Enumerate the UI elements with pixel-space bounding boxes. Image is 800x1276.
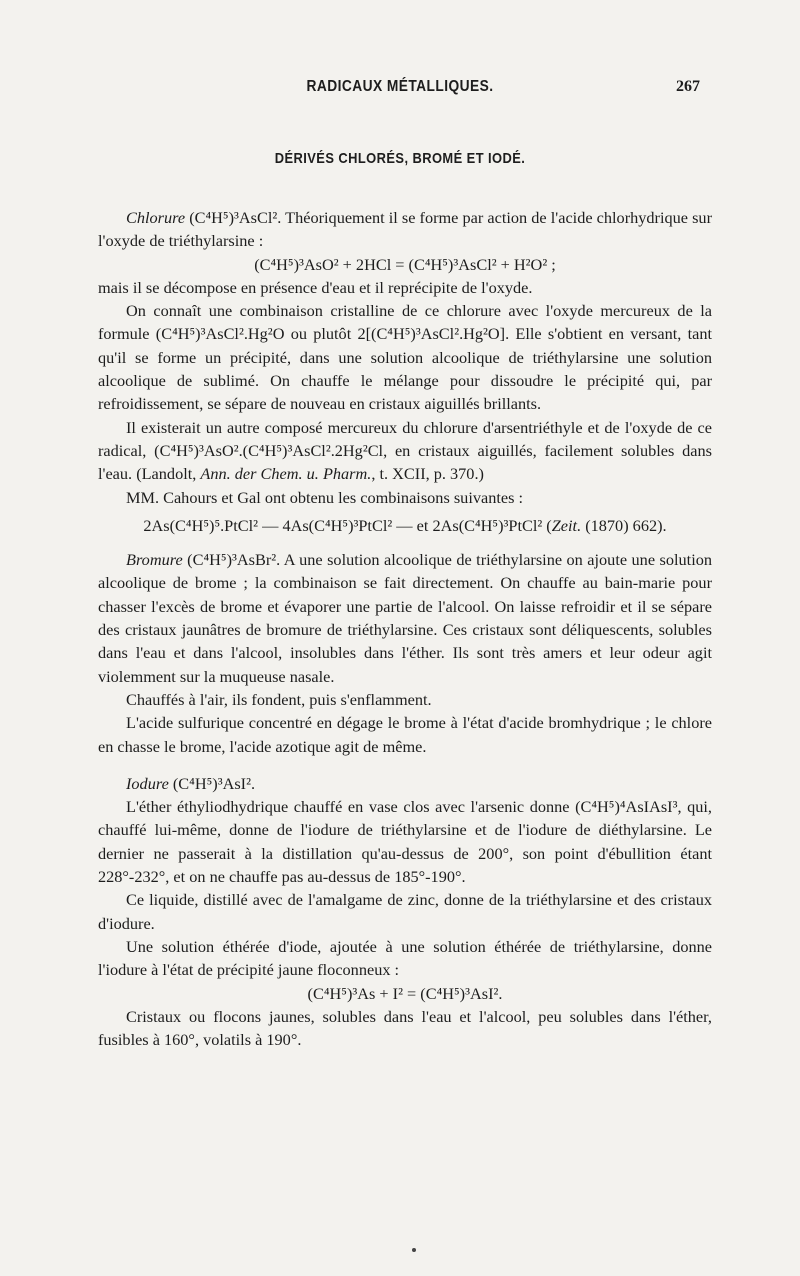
chlorure-heading: Chlorure	[126, 208, 186, 227]
bromure-paragraph-3: L'acide sulfurique concentré en dégage le brome à l'état d'acide bromhydrique ; le chlore en chasse le brome, l'acide azotique agit de même.	[98, 713, 712, 756]
iodure-paragraph-3: Une solution éthérée d'iode, ajoutée à une solution éthérée de triéthylarsine, donne l'iodure à l'état de précipité jaune floconneux :	[98, 936, 712, 980]
section-title: DÉRIVÉS CHLORÉS, BROMÉ ET IODÉ.	[274, 150, 526, 167]
chlorure-after-equation: mais il se décompose en présence d'eau et il reprécipite de l'oxyde.	[98, 277, 533, 297]
chlorure-intro-text: Théoriquement il se forme par action de l'acide chlorhydrique sur l'oxyde de triéthylarsine :	[98, 208, 712, 251]
platinum-equation	[98, 514, 712, 537]
chlorure-p3-reference: Ann. der Chem. u. Pharm.	[200, 464, 372, 484]
bromure-paragraph-2: Chauffés à l'air, ils fondent, puis s'enflamment.	[126, 689, 432, 709]
running-head	[0, 78, 800, 102]
platinum-equation-reference: Zeit.	[551, 515, 582, 535]
iodure-paragraph-1: L'éther éthyliodhydrique chauffé en vase clos avec l'arsenic donne (C⁴H⁵)⁴AsIAsI³, qui, chauffé lui-même, donne de l'iodure de triéthylarsine et de l'iodure de diéthylarsine. Le dernier ne passerait à la distillation qu'au-dessus de 200°, son point d'ébullition étant 228°-232°, et on ne chauffe pas au-dessus de 185°-190°.	[98, 797, 712, 887]
chlorure-intro	[98, 206, 712, 253]
spacer	[98, 758, 712, 772]
chlorure-paragraph-3	[98, 416, 712, 486]
bromure-text: A une solution alcoolique de triéthylarsine on ajoute une solution alcoolique de brome ; la combinaison se fait directement. On chauffe au bain-marie pour chasser l'excès de brome et évaporer une partie de l'alcool. On laisse refroidir et il se sépare des cristaux jaunâtres de bromure de triéthylarsine. Ces cristaux sont déliquescents, solubles dans l'eau et dans l'alcool, insolubles dans l'éther. Ils sont très amers et leur odeur agit violemment sur la muqueuse nasale.	[98, 550, 712, 686]
chlorure-paragraph-4: MM. Cahours et Gal ont obtenu les combinaisons suivantes :	[126, 487, 524, 507]
chlorure-formula: (C⁴H⁵)³AsCl².	[189, 208, 282, 227]
bromure-formula: (C⁴H⁵)³AsBr².	[187, 550, 281, 570]
iodure-paragraph-4: Cristaux ou flocons jaunes, solubles dans l'eau et l'alcool, peu solubles dans l'éther, fusibles à 160°, volatils à 190°.	[98, 1006, 712, 1050]
bromure-heading: Bromure	[126, 550, 183, 570]
platinum-equation-text: 2As(C⁴H⁵)⁵.PtCl² — 4As(C⁴H⁵)³PtCl² — et 2As(C⁴H⁵)³PtCl² (	[143, 515, 552, 535]
chlorure-paragraph-2: On connaît une combinaison cristalline de ce chlorure avec l'oxyde mercureux de la formule (C⁴H⁵)³AsCl².Hg²O ou plutôt 2[(C⁴H⁵)³AsCl².Hg²O]. Elle s'obtient en versant, tant qu'il se forme un précipité, dans une solution alcoolique de triéthylarsine une solution alcoolique de sublimé. On chauffe le mélange pour dissoudre le précipité qui, par refroidissement, se sépare de nouveau en cristaux aiguillés brillants.	[98, 301, 712, 414]
chlorure-p3-text: Il existerait un autre composé mercureux du chlorure d'arsentriéthyle et de l'oxyde de ce radical, (C⁴H⁵)³AsO².(C⁴H⁵)³AsCl².2Hg²Cl, en cristaux aiguillés, facilement solubles dans l'eau. (Landolt,	[98, 417, 712, 484]
page-body	[98, 206, 712, 1051]
chlorure-equation: (C⁴H⁵)³AsO² + 2HCl = (C⁴H⁵)³AsCl² + H²O² ;	[254, 254, 556, 274]
iodure-formula: (C⁴H⁵)³AsI².	[172, 773, 256, 793]
bromure-paragraph-1	[98, 548, 712, 688]
page-number: 267	[676, 78, 700, 95]
platinum-equation-end: (1870) 662).	[581, 515, 667, 535]
iodure-title-line	[98, 772, 712, 795]
iodure-equation: (C⁴H⁵)³As + I² = (C⁴H⁵)³AsI².	[307, 983, 503, 1003]
footer-mark	[412, 1248, 416, 1252]
iodure-paragraph-2: Ce liquide, distillé avec de l'amalgame de zinc, donne de la triéthylarsine et des cristaux d'iodure.	[98, 890, 712, 933]
iodure-heading: Iodure	[126, 773, 169, 793]
running-title: RADICAUX MÉTALLIQUES.	[306, 78, 494, 95]
chlorure-p3-end: , t. XCII, p. 370.)	[371, 464, 484, 484]
